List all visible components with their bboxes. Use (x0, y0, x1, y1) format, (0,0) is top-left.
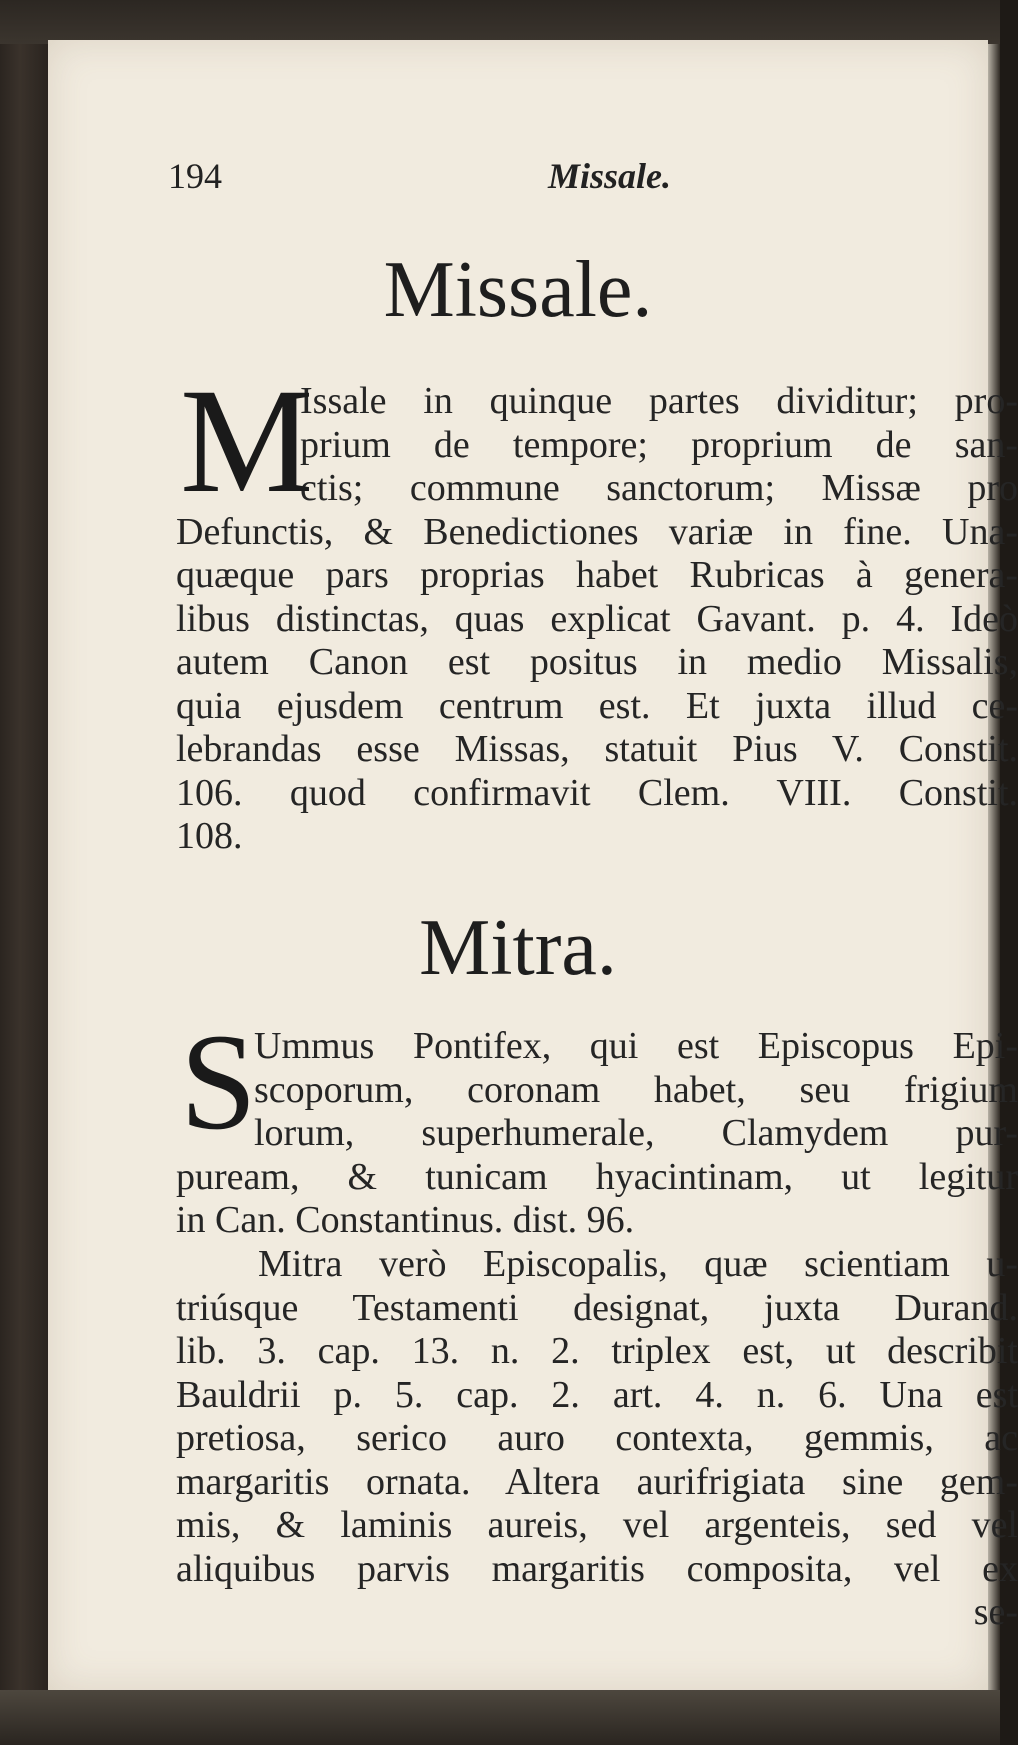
book-top-edge (0, 0, 1000, 44)
drop-cap-m: M (180, 358, 314, 524)
text-line: Defunctis, & Benedictiones variæ in fine. Una- (176, 510, 1018, 553)
text-line: margaritis ornata. Altera aurifrigiata sine gem- (176, 1460, 1018, 1503)
text-line: lebrandas esse Missas, statuit Pius V. Constit. (176, 728, 1018, 770)
text-line: puream, & tunicam hyacintinam, ut legitur (176, 1155, 1018, 1198)
text-line: autem Canon est positus in medio Missalis, (176, 641, 1018, 683)
text-line: ctis; commune sanctorum; Missæ pro (300, 467, 1018, 509)
text-line: quia ejusdem centrum est. Et juxta illud ce- (176, 684, 1018, 727)
text-line: 108. (176, 815, 243, 857)
text-line: Issale in quinque partes dividitur; pro- (300, 380, 1018, 422)
text-line: libus distinctas, quas explicat Gavant. p. 4. Ideò (176, 597, 1018, 640)
text-line: aliquibus parvis margaritis composita, vel ex (176, 1547, 1018, 1590)
paragraph-mitra-1 (176, 1005, 1018, 1243)
running-title: Missale. (548, 156, 672, 196)
text-line: 106. quod confirmavit Clem. VIII. Constit. (176, 771, 1018, 814)
paragraph-mitra-2 (176, 1243, 1018, 1635)
text-line: in Can. Constantinus. dist. 96. (176, 1199, 635, 1241)
text-line: triúsque Testamenti designat, juxta Durand. (176, 1286, 1018, 1329)
text-line: pretiosa, serico auro contexta, gemmis, ac (176, 1417, 1018, 1459)
section-heading-missale: Missale. (383, 246, 653, 334)
text-line: Bauldrii p. 5. cap. 2. art. 4. n. 6. Una est (176, 1373, 1018, 1416)
book-bottom-edge (0, 1690, 1000, 1745)
catchword: se- (973, 1591, 1018, 1633)
text-line: lib. 3. cap. 13. n. 2. triplex est, ut describit (176, 1330, 1018, 1372)
text-line: Mitra verò Episcopalis, quæ scientiam u- (258, 1243, 1018, 1285)
text-line: scoporum, coronam habet, seu frigium (254, 1068, 1018, 1111)
running-head (48, 40, 988, 196)
book-page (48, 40, 1018, 1690)
text-line: mis, & laminis aureis, vel argenteis, sed vel (176, 1504, 1018, 1546)
text-line: Ummus Pontifex, qui est Episcopus Epi- (254, 1025, 1018, 1067)
text-line: prium de tempore; proprium de san- (300, 423, 1018, 466)
drop-cap-s: S (180, 1005, 257, 1158)
text-line: lorum, superhumerale, Clamydem pur- (254, 1112, 1018, 1154)
paragraph-missale (176, 358, 1018, 859)
section-heading-mitra: Mitra. (419, 904, 617, 992)
text-line: quæque pars proprias habet Rubricas à genera- (176, 554, 1018, 596)
page-number: 194 (168, 156, 222, 196)
